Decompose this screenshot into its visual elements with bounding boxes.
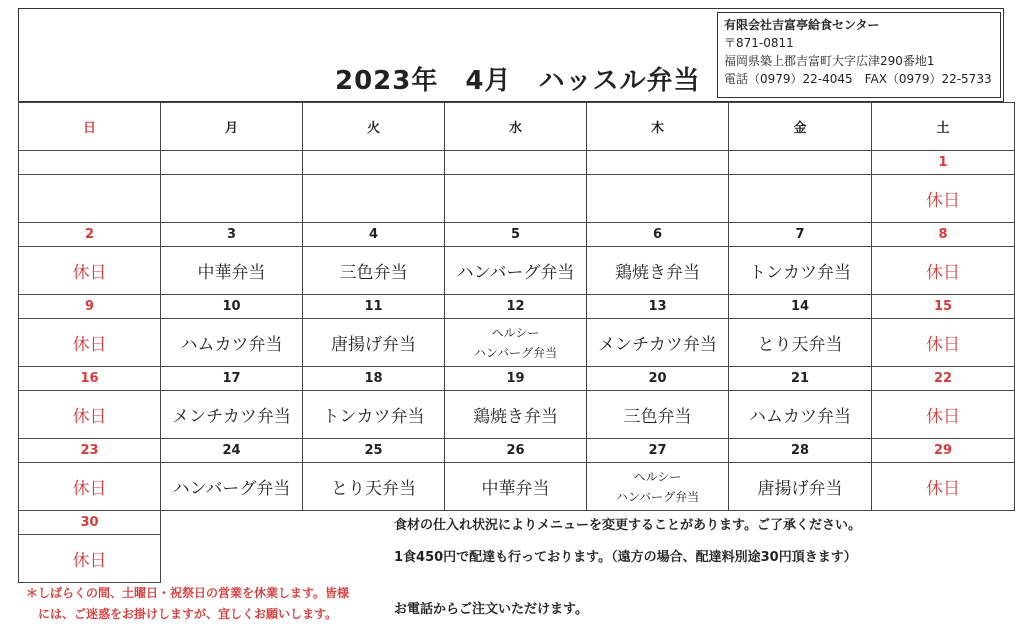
menu-cell [161, 175, 303, 223]
menu-cell: ハンバーグ弁当 [445, 247, 587, 295]
date-cell: 17 [161, 367, 303, 391]
footnote-line: には、ご迷惑をお掛けしますが、宜しくお願いします。 [38, 607, 338, 621]
week3-date-row [19, 295, 1015, 319]
week4-menu-row [19, 391, 1015, 439]
menu-cell: とり天弁当 [303, 463, 445, 511]
date-cell: 24 [161, 439, 303, 463]
menu-cell: メンチカツ弁当 [587, 319, 729, 367]
date-cell: 14 [729, 295, 872, 319]
menu-cell: 中華弁当 [161, 247, 303, 295]
menu-cell: 三色弁当 [587, 391, 729, 439]
date-cell: 8 [872, 223, 1015, 247]
footnote [26, 583, 386, 625]
week1-menu-row [19, 175, 1015, 223]
menu-cell [445, 319, 587, 367]
date-cell: 12 [445, 295, 587, 319]
date-cell [161, 151, 303, 175]
date-cell: 9 [19, 295, 161, 319]
date-cell [19, 151, 161, 175]
menu-cell [587, 463, 729, 511]
company-phone: 電話（0979）22-4045 FAX（0979）22-5733 [724, 72, 992, 86]
date-cell: 2 [19, 223, 161, 247]
date-cell: 29 [872, 439, 1015, 463]
date-cell [729, 151, 872, 175]
date-cell [445, 151, 587, 175]
date-cell: 15 [872, 295, 1015, 319]
menu-cell: 休日 [872, 247, 1015, 295]
menu-cell: 鶏焼き弁当 [445, 391, 587, 439]
date-cell: 19 [445, 367, 587, 391]
menu-line: ヘルシー [491, 325, 540, 340]
menu-cell: 中華弁当 [445, 463, 587, 511]
date-cell: 11 [303, 295, 445, 319]
menu-cell [729, 175, 872, 223]
menu-cell [445, 175, 587, 223]
date-cell: 16 [19, 367, 161, 391]
week2-date-row [19, 223, 1015, 247]
menu-cell: 休日 [872, 463, 1015, 511]
weekday-sat: 土 [872, 103, 1015, 151]
company-info-box [717, 12, 1001, 98]
menu-cell: トンカツ弁当 [303, 391, 445, 439]
menu-line: ヘルシー [633, 469, 682, 484]
menu-cell: 休日 [872, 391, 1015, 439]
footnote-line: ＊しばらくの間、土曜日・祝祭日の営業を休業します。皆様 [26, 586, 350, 600]
menu-cell [303, 175, 445, 223]
date-cell: 3 [161, 223, 303, 247]
menu-cell: とり天弁当 [729, 319, 872, 367]
week4-date-row [19, 367, 1015, 391]
week5-menu-row [19, 463, 1015, 511]
weekday-fri: 金 [729, 103, 872, 151]
date-cell: 30 [19, 511, 161, 535]
date-cell: 4 [303, 223, 445, 247]
date-cell: 20 [587, 367, 729, 391]
date-cell: 25 [303, 439, 445, 463]
date-cell: 7 [729, 223, 872, 247]
menu-cell: ハムカツ弁当 [161, 319, 303, 367]
menu-cell: 休日 [872, 319, 1015, 367]
date-cell: 21 [729, 367, 872, 391]
menu-cell: 唐揚げ弁当 [303, 319, 445, 367]
page-title: 2023年 4月 ハッスル弁当 [335, 66, 701, 96]
date-cell: 5 [445, 223, 587, 247]
weekday-wed: 水 [445, 103, 587, 151]
date-cell: 6 [587, 223, 729, 247]
menu-cell: ハンバーグ弁当 [161, 463, 303, 511]
menu-cell: 鶏焼き弁当 [587, 247, 729, 295]
menu-cell: 休日 [872, 175, 1015, 223]
weekday-header-row [19, 103, 1015, 151]
date-cell: 27 [587, 439, 729, 463]
note-delivery: 1食450円で配達も行っております。（遠方の場合、配達料別途30円頂きます） [394, 550, 857, 565]
company-name: 有限会社吉富亭給食センター [724, 18, 880, 32]
menu-cell: 休日 [19, 535, 161, 583]
menu-cell: 休日 [19, 391, 161, 439]
menu-line: ハンバーグ弁当 [615, 489, 700, 504]
week2-menu-row [19, 247, 1015, 295]
menu-line: ハンバーグ弁当 [473, 345, 558, 360]
week1-date-row [19, 151, 1015, 175]
menu-cell: 休日 [19, 463, 161, 511]
date-cell: 18 [303, 367, 445, 391]
menu-cell [19, 175, 161, 223]
date-cell: 23 [19, 439, 161, 463]
menu-cell: ハムカツ弁当 [729, 391, 872, 439]
weekday-mon: 月 [161, 103, 303, 151]
date-cell: 13 [587, 295, 729, 319]
company-postal: 〒871-0811 [724, 36, 794, 50]
menu-cell: 休日 [19, 247, 161, 295]
date-cell: 22 [872, 367, 1015, 391]
calendar-table [18, 102, 1015, 583]
date-cell: 28 [729, 439, 872, 463]
weekday-thu: 木 [587, 103, 729, 151]
menu-cell: 唐揚げ弁当 [729, 463, 872, 511]
date-cell: 1 [872, 151, 1015, 175]
menu-cell: 休日 [19, 319, 161, 367]
weekday-tue: 火 [303, 103, 445, 151]
date-cell: 10 [161, 295, 303, 319]
company-address: 福岡県築上郡吉富町大字広津290番地1 [724, 54, 935, 68]
note-menu-change: 食材の仕入れ状況によりメニューを変更することがあります。ご了承ください。 [394, 518, 861, 533]
menu-cell: 三色弁当 [303, 247, 445, 295]
menu-cell [587, 175, 729, 223]
weekday-sun: 日 [19, 103, 161, 151]
note-phone-order: お電話からご注文いただけます。 [394, 602, 588, 617]
week3-menu-row [19, 319, 1015, 367]
date-cell: 26 [445, 439, 587, 463]
date-cell [303, 151, 445, 175]
menu-cell: メンチカツ弁当 [161, 391, 303, 439]
menu-cell: トンカツ弁当 [729, 247, 872, 295]
week5-date-row [19, 439, 1015, 463]
date-cell [587, 151, 729, 175]
